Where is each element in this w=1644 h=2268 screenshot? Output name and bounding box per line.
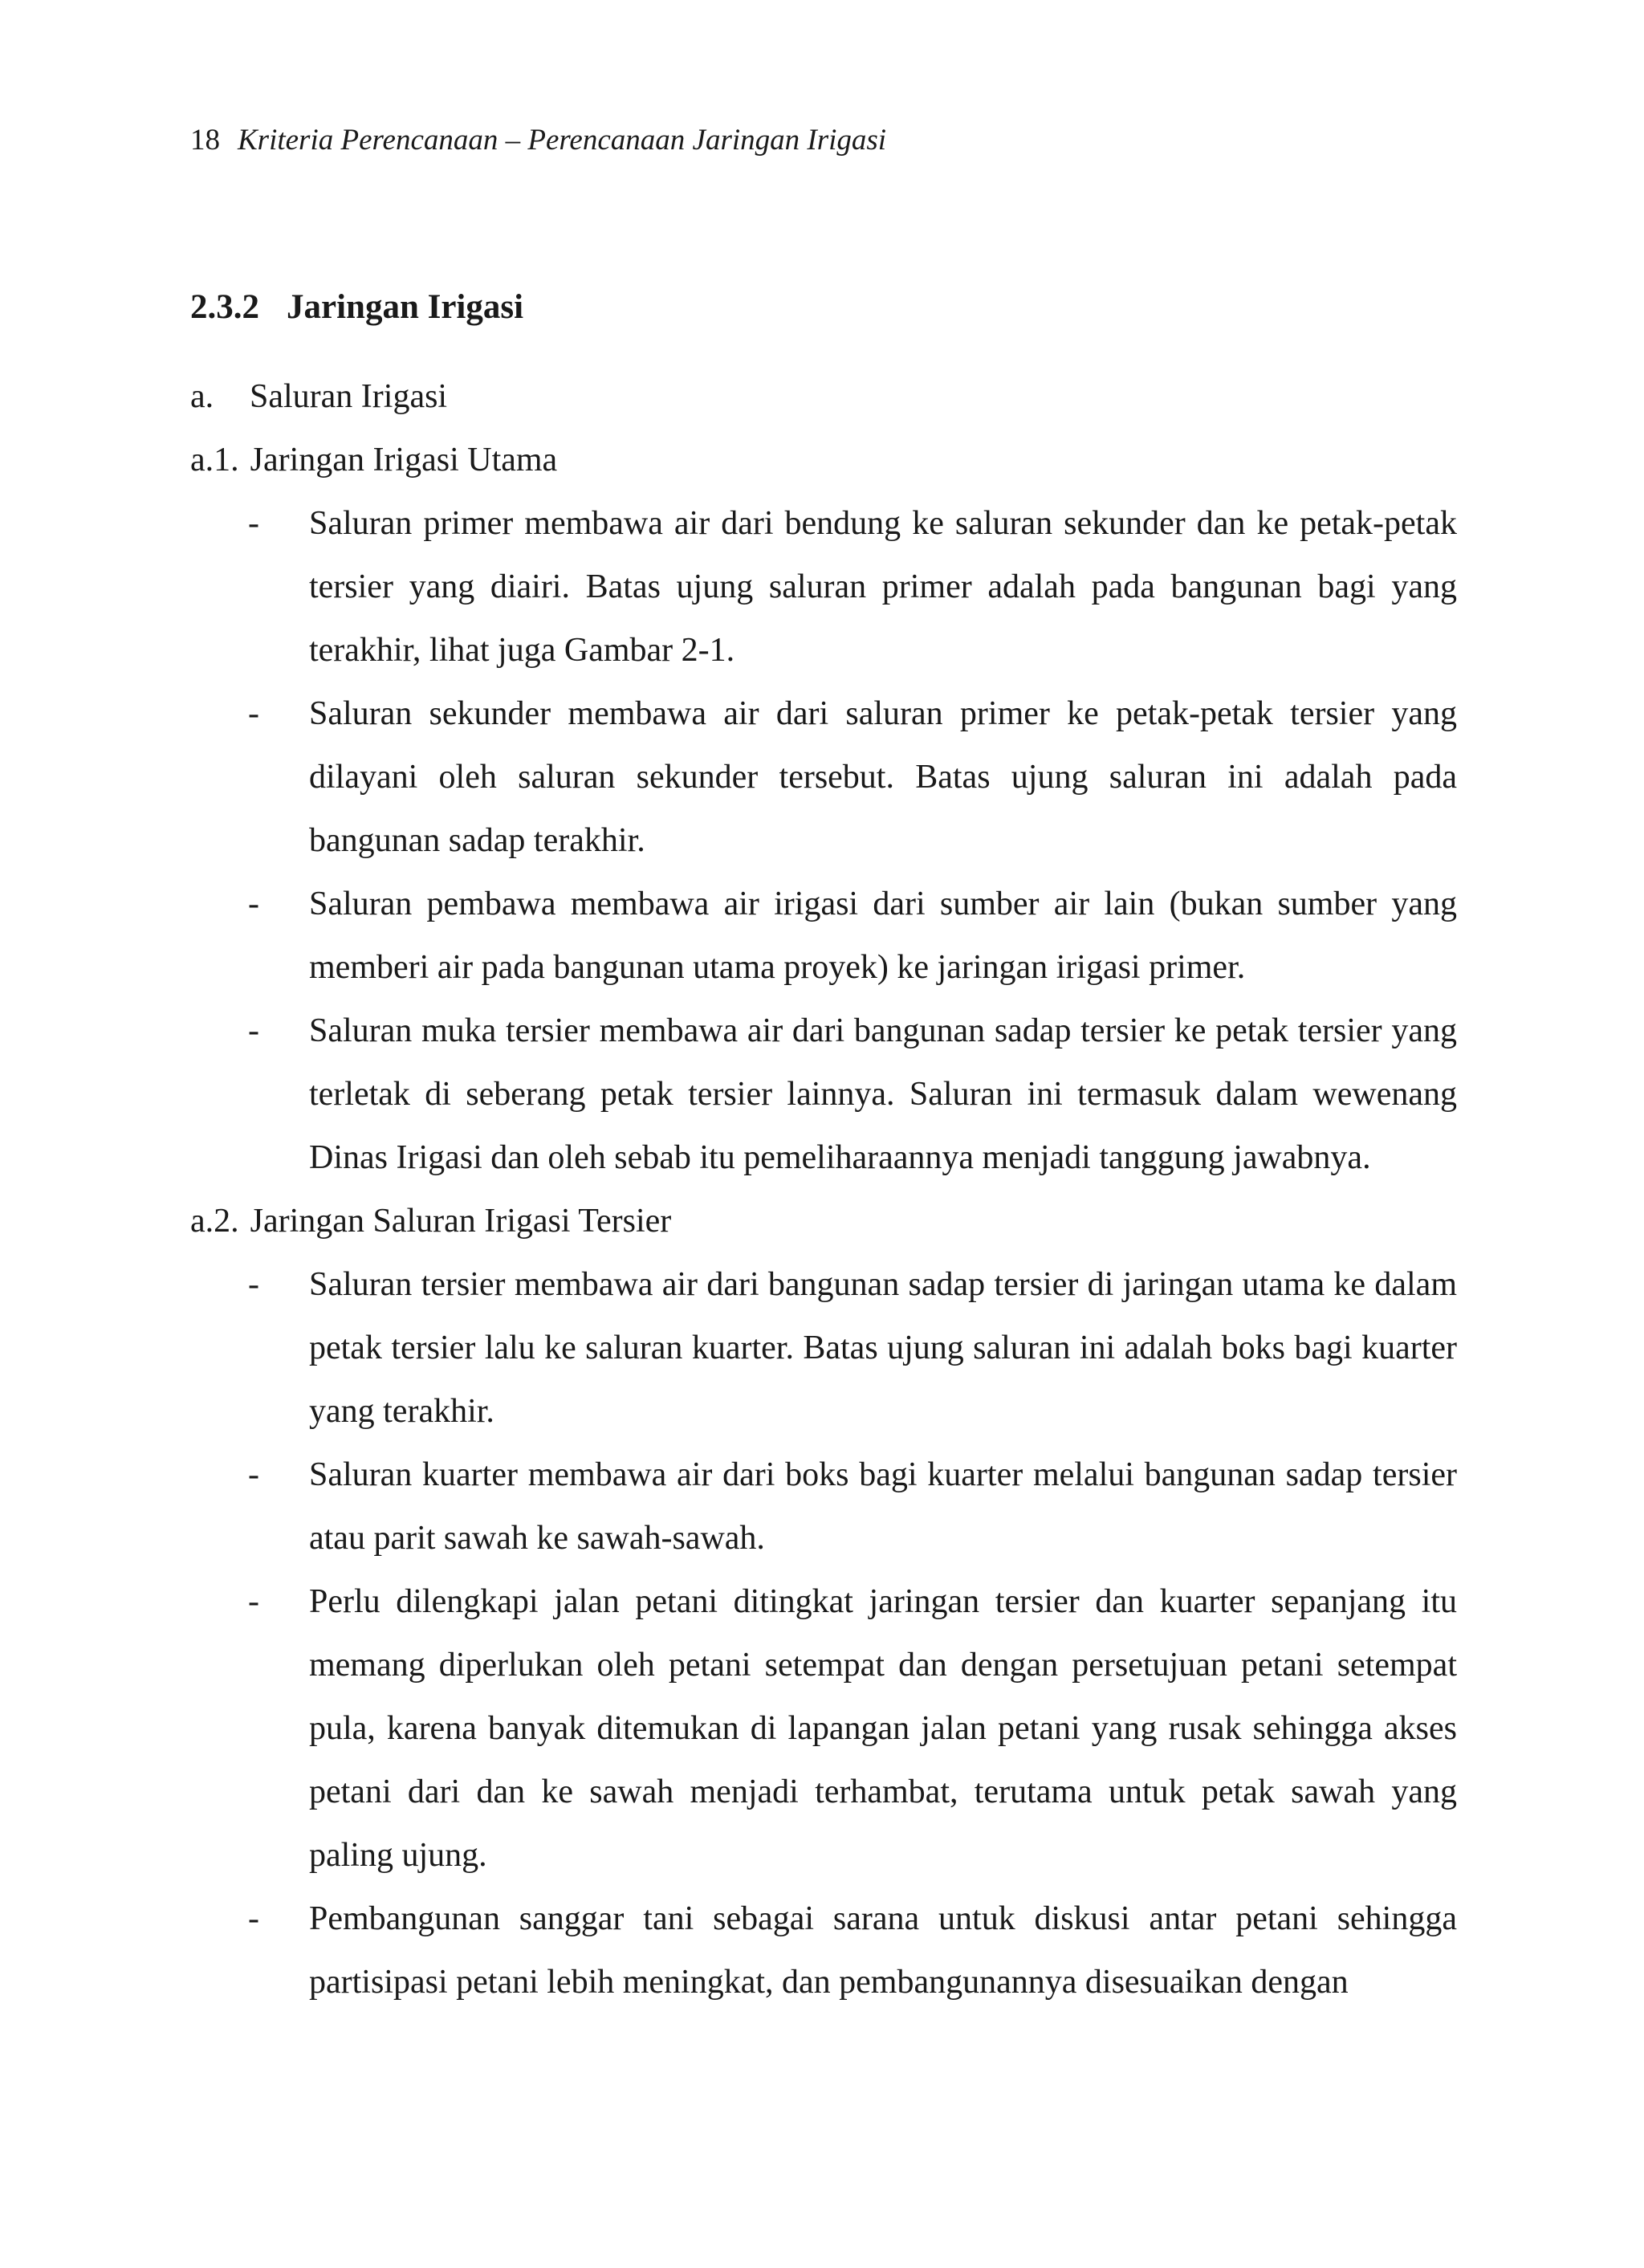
bullet-text: Saluran primer membawa air dari bendung ke saluran sekunder dan ke petak-petak tersier yang diairi. Batas ujung saluran primer adalah pada bangunan bagi yang terakhir, lihat juga Gambar 2-1.	[309, 505, 1457, 669]
bullet-dash: -	[248, 695, 259, 732]
header-title: Kriteria Perencanaan – Perencanaan Jaringan Irigasi	[238, 124, 887, 157]
bullet-text: Saluran kuarter membawa air dari boks bagi kuarter melalui bangunan sadap tersier atau parit sawah ke sawah-sawah.	[309, 1456, 1457, 1557]
body-text	[190, 365, 1457, 2014]
running-header	[190, 120, 886, 161]
bullet-item	[190, 873, 1457, 1000]
page-number: 18	[190, 124, 220, 157]
bullet-text: Saluran tersier membawa air dari bangunan sadap tersier di jaringan utama ke dalam petak tersier lalu ke saluran kuarter. Batas ujung saluran ini adalah boks bagi kuarter yang terakhir.	[309, 1266, 1457, 1430]
bullet-text: Saluran sekunder membawa air dari saluran primer ke petak-petak tersier yang dilayani oleh saluran sekunder tersebut. Batas ujung saluran ini adalah pada bangunan sadap terakhir.	[309, 695, 1457, 859]
bullet-text: Saluran pembawa membawa air irigasi dari sumber air lain (bukan sumber yang memberi air pada bangunan utama proyek) ke jaringan irigasi primer.	[309, 886, 1457, 986]
list-marker: a.2.	[190, 1203, 239, 1240]
bullet-dash: -	[248, 1900, 259, 1937]
list-marker: a.1.	[190, 442, 239, 478]
section-heading	[190, 285, 523, 330]
bullet-item	[190, 1000, 1457, 1190]
bullet-item	[190, 682, 1457, 873]
bullet-text: Saluran muka tersier membawa air dari bangunan sadap tersier ke petak tersier yang terletak di seberang petak tersier lainnya. Saluran ini termasuk dalam wewenang Dinas Irigasi dan oleh sebab itu pemeliharaannya menjadi tanggung jawabnya.	[309, 1012, 1457, 1176]
bullet-item	[190, 1253, 1457, 1443]
bullet-dash: -	[248, 1266, 259, 1303]
section-number: 2.3.2	[190, 288, 259, 326]
subsection-a1	[190, 429, 1457, 492]
list-marker: a.	[190, 378, 214, 415]
subsection-label: Jaringan Irigasi Utama	[250, 442, 558, 478]
bullet-dash: -	[248, 1456, 259, 1493]
bullet-item	[190, 1887, 1457, 2014]
bullet-dash: -	[248, 505, 259, 542]
bullet-dash: -	[248, 1583, 259, 1620]
bullet-item	[190, 1443, 1457, 1570]
bullet-text: Pembangunan sanggar tani sebagai sarana untuk diskusi antar petani sehingga partisipasi petani lebih meningkat, dan pembangunannya disesuaikan dengan	[309, 1900, 1457, 2001]
bullet-dash: -	[248, 886, 259, 922]
bullet-item	[190, 492, 1457, 682]
bullet-item	[190, 1570, 1457, 1887]
list-item-a	[190, 365, 1457, 429]
list-item-label: Saluran Irigasi	[250, 378, 448, 415]
bullet-dash: -	[248, 1012, 259, 1049]
bullet-text: Perlu dilengkapi jalan petani ditingkat jaringan tersier dan kuarter sepanjang itu memang diperlukan oleh petani setempat dan dengan persetujuan petani setempat pula, karena banyak ditemukan di lapangan jalan petani yang rusak sehingga akses petani dari dan ke sawah menjadi terhambat, terutama untuk petak sawah yang paling ujung.	[309, 1583, 1457, 1874]
section-title: Jaringan Irigasi	[287, 288, 524, 326]
subsection-label: Jaringan Saluran Irigasi Tersier	[250, 1203, 672, 1240]
subsection-a2	[190, 1190, 1457, 1253]
